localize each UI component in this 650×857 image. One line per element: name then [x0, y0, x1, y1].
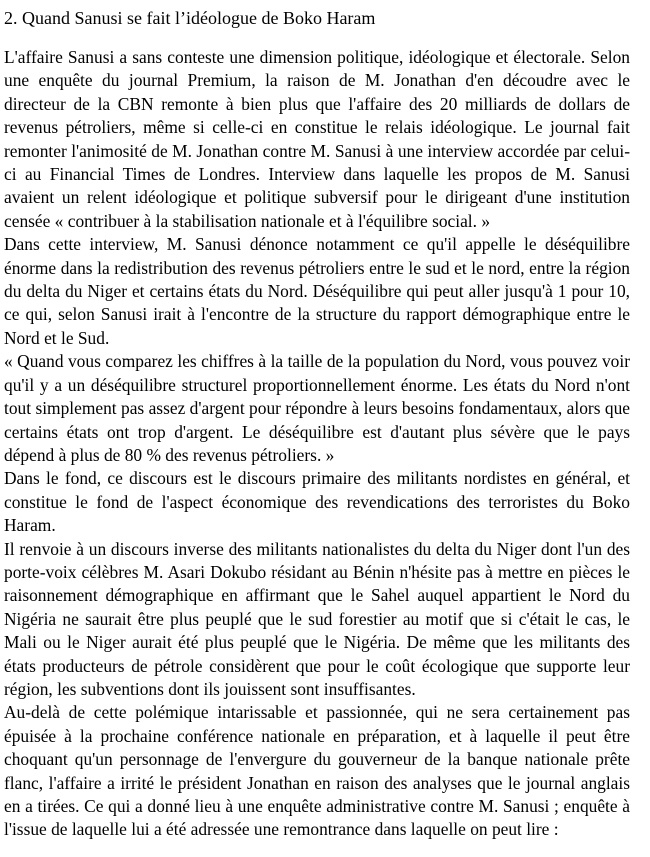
paragraph: Au-delà de cette polémique intarissable et passionnée, qui ne sera certainement pas épuisée à la prochaine conférence nationale en préparation, et à laquelle il peut être choquant qu'un personnage de l'envergure du gouverneur de la banque nationale prête flanc, l'affaire a irrité le président Jonathan en raison des analyses que le journal anglais en a tirées. Ce qui a donné lieu à une enquête administrative contre M. Sanusi ; enquête à l'issue de laquelle lui a été adressée une remontrance dans laquelle on peut lire : [4, 702, 630, 840]
paragraph: Dans le fond, ce discours est le discours primaire des militants nordistes en général, et constitue le fond de l'aspect économique des revendications des terroristes du Boko Haram. [4, 468, 630, 536]
paragraph: Dans cette interview, M. Sanusi dénonce notamment ce qu'il appelle le déséquilibre énorme dans la redistribution des revenus pétroliers entre le sud et le nord, entre la région du delta du Niger et certains états du Nord. Déséquilibre qui peut aller jusqu'à 1 pour 10, ce qui, selon Sanusi irait à l'encontre de la structure du rapport démographique entre le Nord et le Sud. [4, 234, 630, 348]
paragraph: Il renvoie à un discours inverse des militants nationalistes du delta du Niger dont l'un des porte-voix célèbres M. Asari Dokubo résidant au Bénin n'hésite pas à mettre en pièces le raisonnement démographique en affirmant que le Sahel auquel appartient le Nord du Nigéria ne saurait être plus peuplé que le sud forestier au motif que si c'était le cas, le Mali ou le Niger aurait été plus peuplé que le Nigéria. De même que les militants des états producteurs de pétrole considèrent que pour le coût écologique que supporte leur région, les subventions dont ils jouissent sont insuffisantes. [4, 538, 630, 699]
section-heading: 2. Quand Sanusi se fait l’idéologue de Boko Haram [4, 8, 376, 28]
document-body [4, 46, 630, 842]
paragraph-quote: « Quand vous comparez les chiffres à la taille de la population du Nord, vous pouvez voir qu'il y a un déséquilibre structurel proportionnellement énorme. Les états du Nord n'ont tout simplement pas assez d'argent pour répondre à leurs besoins fondamentaux, alors que certains états ont trop d'argent. Le déséquilibre est d'autant plus sévère que le pays dépend à plus de 80 % des revenus pétroliers. » [4, 351, 630, 465]
document-page [4, 0, 630, 842]
paragraph: L'affaire Sanusi a sans conteste une dimension politique, idéologique et électorale. Selon une enquête du journal Premium, la raison de M. Jonathan d'en découdre avec le directeur de la CBN remonte à bien plus que l'affaire des 20 milliards de dollars de revenus pétroliers, même si celle-ci en constitue le relais idéologique. Le journal fait remonter l'animosité de M. Jonathan contre M. Sanusi à une interview accordée par celui-ci au Financial Times de Londres. Interview dans laquelle les propos de M. Sanusi avaient un relent idéologique et politique subversif pour le dirigeant d'une institution censée « contribuer à la stabilisation nationale et à l'équilibre social. » [4, 47, 630, 231]
